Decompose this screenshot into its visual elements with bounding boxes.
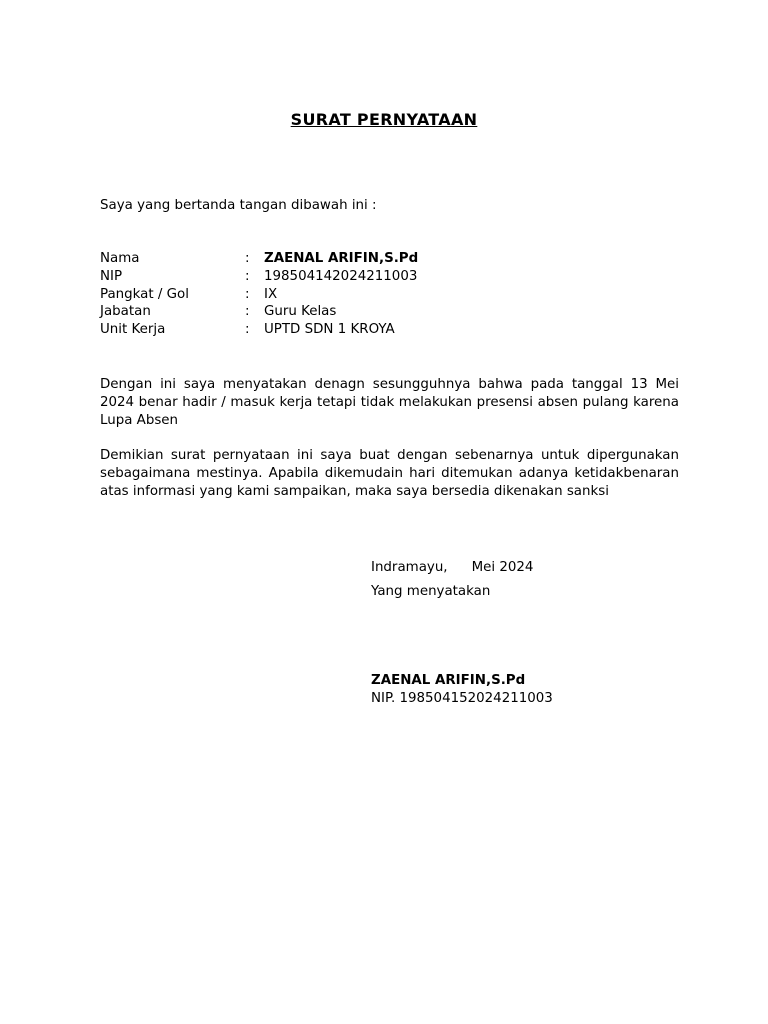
field-label-pangkat: Pangkat / Gol — [100, 286, 189, 302]
place-text: Indramayu, — [371, 560, 448, 575]
closing-paragraph: Demikian surat pernyataan ini saya buat dengan sebenarnya untuk dipergunakan sebagaimana mestinya. Apabila dikemudain hari ditemukan adanya ketidakbenaran atas informasi yang kami sampaikan, maka saya bersedia dikenakan sanksi — [100, 448, 679, 499]
document-title — [0, 110, 768, 129]
field-label-jabatan: Jabatan — [100, 304, 151, 320]
intro-text: Saya yang bertanda tangan dibawah ini : — [100, 198, 377, 213]
field-value-nama: ZAENAL ARIFIN,S.Pd — [264, 251, 419, 266]
field-row-nip — [100, 268, 680, 286]
place-date — [371, 560, 533, 575]
field-row-jabatan — [100, 303, 680, 321]
field-label-nip: NIP — [100, 268, 123, 284]
signer-name: ZAENAL ARIFIN,S.Pd — [371, 673, 526, 688]
field-row-nama — [100, 250, 680, 268]
date-text: Mei 2024 — [471, 560, 534, 575]
field-value-pangkat: IX — [264, 286, 278, 302]
statement-paragraph: Dengan ini saya menyatakan denagn sesungguhnya bahwa pada tanggal 13 Mei 2024 benar hadir / masuk kerja tetapi tidak melakukan presensi absen pulang karena Lupa Absen — [100, 377, 679, 428]
closing-salutation: Yang menyatakan — [371, 584, 491, 599]
field-colon: : — [245, 286, 250, 302]
signer-nip: NIP. 198504152024211003 — [371, 691, 553, 706]
field-label-unit-kerja: Unit Kerja — [100, 322, 166, 338]
field-value-nip: 198504142024211003 — [264, 268, 418, 284]
field-row-unit-kerja — [100, 321, 680, 339]
field-label-nama: Nama — [100, 251, 140, 266]
document-title-text: SURAT PERNYATAAN — [290, 110, 478, 129]
field-colon: : — [245, 322, 250, 338]
field-colon: : — [245, 268, 250, 284]
identity-fields — [100, 250, 680, 339]
field-row-pangkat — [100, 286, 680, 304]
field-colon: : — [245, 304, 250, 320]
field-value-jabatan: Guru Kelas — [264, 304, 337, 320]
field-colon: : — [245, 251, 250, 266]
field-value-unit-kerja: UPTD SDN 1 KROYA — [264, 322, 395, 338]
